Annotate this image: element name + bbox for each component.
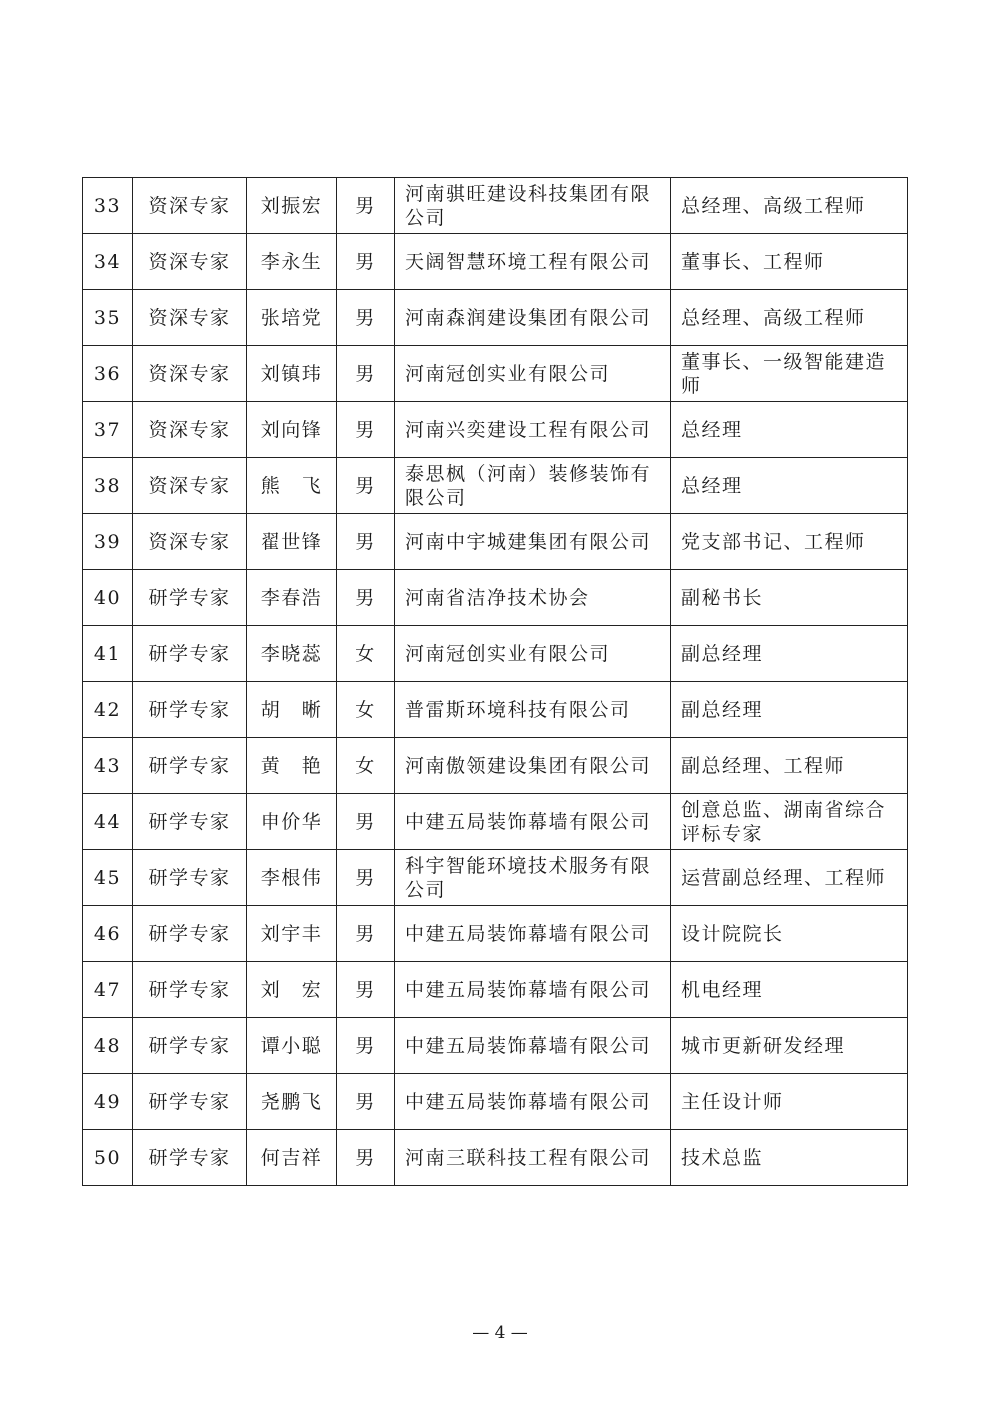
expert-gender: 男 [337, 234, 395, 290]
expert-organization: 普雷斯环境科技有限公司 [395, 682, 671, 738]
expert-position: 总经理 [671, 458, 908, 514]
expert-position: 主任设计师 [671, 1074, 908, 1130]
row-number: 46 [83, 906, 133, 962]
expert-gender: 女 [337, 626, 395, 682]
expert-category: 资深专家 [133, 402, 247, 458]
roster-body [83, 178, 908, 1186]
expert-position: 设计院院长 [671, 906, 908, 962]
table-row [83, 906, 908, 962]
table-row [83, 402, 908, 458]
expert-name: 李晓蕊 [247, 626, 337, 682]
table-row [83, 738, 908, 794]
expert-name: 熊 飞 [247, 458, 337, 514]
expert-name: 李根伟 [247, 850, 337, 906]
table-row [83, 1018, 908, 1074]
page-number: — 4 — [472, 1323, 528, 1343]
table-row [83, 514, 908, 570]
expert-position: 副总经理、工程师 [671, 738, 908, 794]
table-row [83, 234, 908, 290]
row-number: 42 [83, 682, 133, 738]
expert-gender: 男 [337, 1074, 395, 1130]
expert-position: 副秘书长 [671, 570, 908, 626]
row-number: 49 [83, 1074, 133, 1130]
expert-position: 机电经理 [671, 962, 908, 1018]
table-row [83, 850, 908, 906]
expert-name: 刘 宏 [247, 962, 337, 1018]
expert-gender: 男 [337, 346, 395, 402]
expert-category: 研学专家 [133, 962, 247, 1018]
expert-name: 李永生 [247, 234, 337, 290]
expert-category: 研学专家 [133, 906, 247, 962]
expert-position: 董事长、一级智能建造师 [671, 346, 908, 402]
expert-category: 资深专家 [133, 514, 247, 570]
expert-organization: 中建五局装饰幕墙有限公司 [395, 1018, 671, 1074]
expert-position: 总经理、高级工程师 [671, 290, 908, 346]
row-number: 48 [83, 1018, 133, 1074]
table-row [83, 682, 908, 738]
row-number: 35 [83, 290, 133, 346]
expert-organization: 河南冠创实业有限公司 [395, 626, 671, 682]
expert-category: 研学专家 [133, 1018, 247, 1074]
row-number: 39 [83, 514, 133, 570]
row-number: 37 [83, 402, 133, 458]
expert-category: 资深专家 [133, 178, 247, 234]
expert-gender: 女 [337, 682, 395, 738]
expert-name: 谭小聪 [247, 1018, 337, 1074]
table-row [83, 178, 908, 234]
expert-gender: 男 [337, 402, 395, 458]
expert-name: 刘振宏 [247, 178, 337, 234]
expert-gender: 男 [337, 962, 395, 1018]
expert-position: 城市更新研发经理 [671, 1018, 908, 1074]
expert-organization: 河南傲领建设集团有限公司 [395, 738, 671, 794]
expert-category: 研学专家 [133, 738, 247, 794]
row-number: 38 [83, 458, 133, 514]
row-number: 45 [83, 850, 133, 906]
expert-category: 研学专家 [133, 626, 247, 682]
expert-category: 资深专家 [133, 346, 247, 402]
expert-position: 副总经理 [671, 626, 908, 682]
expert-organization: 河南骐旺建设科技集团有限公司 [395, 178, 671, 234]
expert-position: 技术总监 [671, 1130, 908, 1186]
expert-gender: 男 [337, 850, 395, 906]
expert-name: 黄 艳 [247, 738, 337, 794]
expert-organization: 中建五局装饰幕墙有限公司 [395, 794, 671, 850]
expert-name: 李春浩 [247, 570, 337, 626]
expert-category: 研学专家 [133, 682, 247, 738]
expert-organization: 科宇智能环境技术服务有限公司 [395, 850, 671, 906]
expert-name: 翟世锋 [247, 514, 337, 570]
row-number: 33 [83, 178, 133, 234]
expert-roster-table [82, 177, 908, 1186]
row-number: 41 [83, 626, 133, 682]
table-row [83, 346, 908, 402]
row-number: 44 [83, 794, 133, 850]
table-row [83, 458, 908, 514]
expert-category: 研学专家 [133, 794, 247, 850]
expert-category: 研学专家 [133, 1074, 247, 1130]
expert-organization: 中建五局装饰幕墙有限公司 [395, 1074, 671, 1130]
table-row [83, 1130, 908, 1186]
expert-name: 刘向锋 [247, 402, 337, 458]
expert-organization: 天阔智慧环境工程有限公司 [395, 234, 671, 290]
table-row [83, 794, 908, 850]
row-number: 36 [83, 346, 133, 402]
row-number: 40 [83, 570, 133, 626]
row-number: 47 [83, 962, 133, 1018]
expert-position: 总经理 [671, 402, 908, 458]
row-number: 50 [83, 1130, 133, 1186]
expert-name: 尧鹏飞 [247, 1074, 337, 1130]
expert-name: 刘宇丰 [247, 906, 337, 962]
table-row [83, 962, 908, 1018]
expert-organization: 中建五局装饰幕墙有限公司 [395, 962, 671, 1018]
expert-name: 刘镇玮 [247, 346, 337, 402]
expert-position: 副总经理 [671, 682, 908, 738]
expert-position: 董事长、工程师 [671, 234, 908, 290]
expert-gender: 女 [337, 738, 395, 794]
row-number: 43 [83, 738, 133, 794]
expert-position: 创意总监、湖南省综合评标专家 [671, 794, 908, 850]
expert-organization: 河南中宇城建集团有限公司 [395, 514, 671, 570]
expert-position: 党支部书记、工程师 [671, 514, 908, 570]
expert-name: 胡 晰 [247, 682, 337, 738]
expert-category: 研学专家 [133, 850, 247, 906]
expert-name: 张培党 [247, 290, 337, 346]
expert-category: 研学专家 [133, 1130, 247, 1186]
expert-category: 资深专家 [133, 234, 247, 290]
expert-organization: 河南省洁净技术协会 [395, 570, 671, 626]
expert-name: 何吉祥 [247, 1130, 337, 1186]
expert-category: 研学专家 [133, 570, 247, 626]
expert-gender: 男 [337, 458, 395, 514]
expert-name: 申价华 [247, 794, 337, 850]
expert-gender: 男 [337, 906, 395, 962]
table-row [83, 570, 908, 626]
table-row [83, 1074, 908, 1130]
table-row [83, 290, 908, 346]
expert-gender: 男 [337, 514, 395, 570]
expert-gender: 男 [337, 1130, 395, 1186]
expert-gender: 男 [337, 290, 395, 346]
expert-organization: 河南兴奕建设工程有限公司 [395, 402, 671, 458]
row-number: 34 [83, 234, 133, 290]
expert-organization: 中建五局装饰幕墙有限公司 [395, 906, 671, 962]
expert-gender: 男 [337, 178, 395, 234]
expert-position: 运营副总经理、工程师 [671, 850, 908, 906]
expert-organization: 河南冠创实业有限公司 [395, 346, 671, 402]
expert-gender: 男 [337, 794, 395, 850]
expert-organization: 河南森润建设集团有限公司 [395, 290, 671, 346]
expert-organization: 泰思枫（河南）装修装饰有限公司 [395, 458, 671, 514]
expert-gender: 男 [337, 1018, 395, 1074]
expert-category: 资深专家 [133, 458, 247, 514]
expert-gender: 男 [337, 570, 395, 626]
expert-position: 总经理、高级工程师 [671, 178, 908, 234]
expert-category: 资深专家 [133, 290, 247, 346]
table-row [83, 626, 908, 682]
expert-organization: 河南三联科技工程有限公司 [395, 1130, 671, 1186]
